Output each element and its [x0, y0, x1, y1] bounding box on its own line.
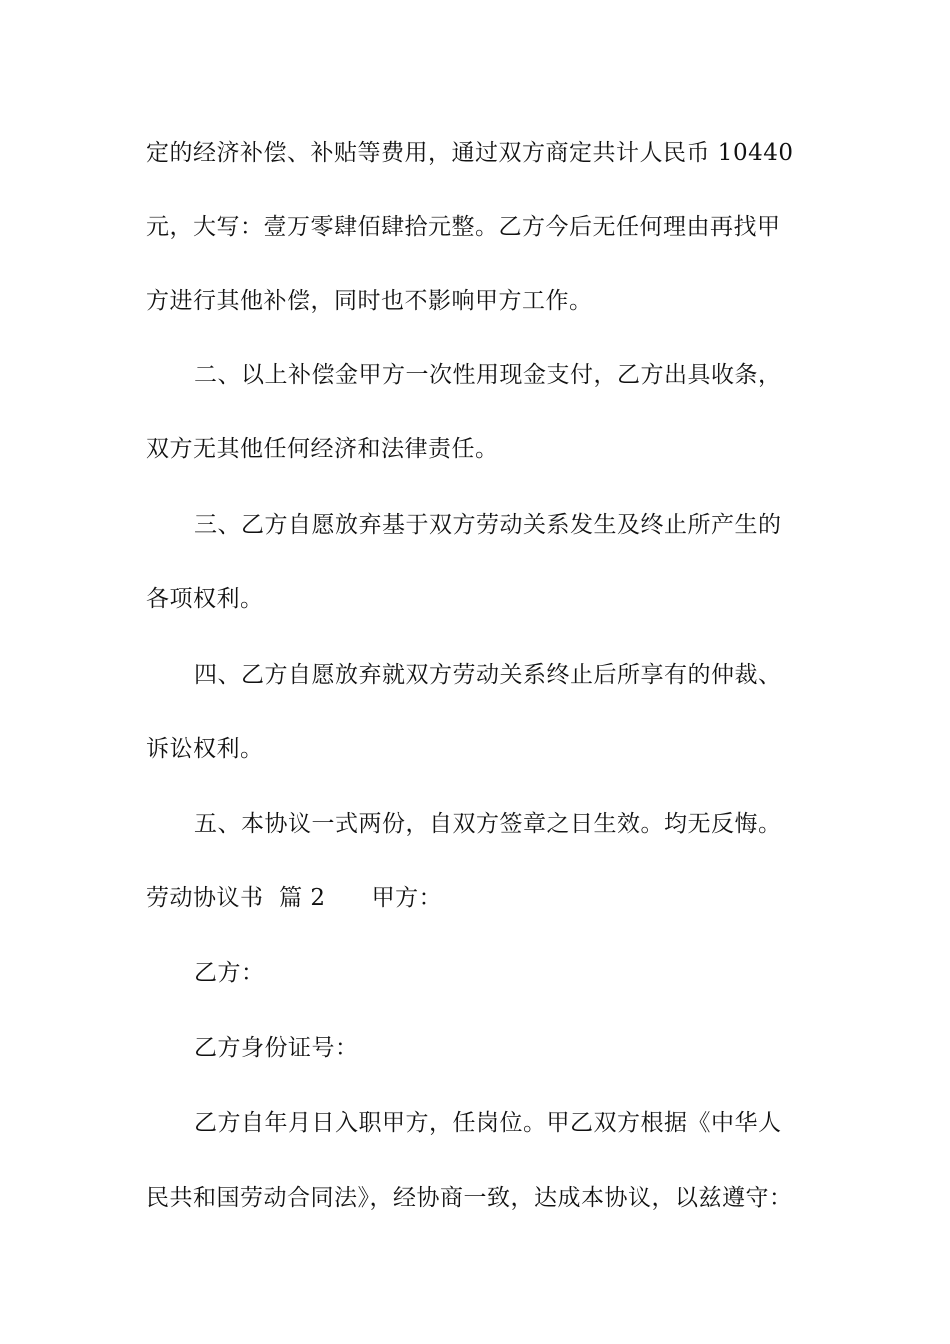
- paragraph-1-line-3: 方进行其他补偿，同时也不影响甲方工作。: [146, 288, 593, 314]
- clause-2-line-1: 二、以上补偿金甲方一次性用现金支付，乙方出具收条，: [194, 362, 782, 388]
- clause-3-line-2: 各项权利。: [146, 586, 264, 612]
- section-2-title: 劳动协议书 篇 2: [146, 885, 326, 911]
- paragraph-1-line-2: 元，大写：壹万零肆佰肆拾元整。乙方今后无任何理由再找甲: [146, 214, 781, 240]
- intro-line-1: 乙方自年月日入职甲方，任岗位。甲乙双方根据《中华人: [194, 1110, 782, 1136]
- intro-line-2: 民共和国劳动合同法》，经协商一致，达成本协议，以兹遵守：: [146, 1185, 793, 1211]
- paragraph-1-line-1: 定的经济补偿、补贴等费用，通过双方商定共计人民币 10440: [146, 140, 794, 166]
- party-b-label: 乙方：: [194, 960, 265, 986]
- clause-4-line-1: 四、乙方自愿放弃就双方劳动关系终止后所享有的仲裁、: [194, 662, 782, 688]
- clause-2-line-2: 双方无其他任何经济和法律责任。: [146, 436, 499, 462]
- clause-5-line: 五、本协议一式两份，自双方签章之日生效。均无反悔。: [194, 811, 782, 837]
- clause-4-line-2: 诉讼权利。: [146, 736, 264, 762]
- party-a-label: 甲方：: [371, 885, 443, 911]
- section-2-heading-row: [146, 883, 816, 913]
- clause-3-line-1: 三、乙方自愿放弃基于双方劳动关系发生及终止所产生的: [194, 512, 782, 538]
- party-b-id-label: 乙方身份证号：: [194, 1035, 359, 1061]
